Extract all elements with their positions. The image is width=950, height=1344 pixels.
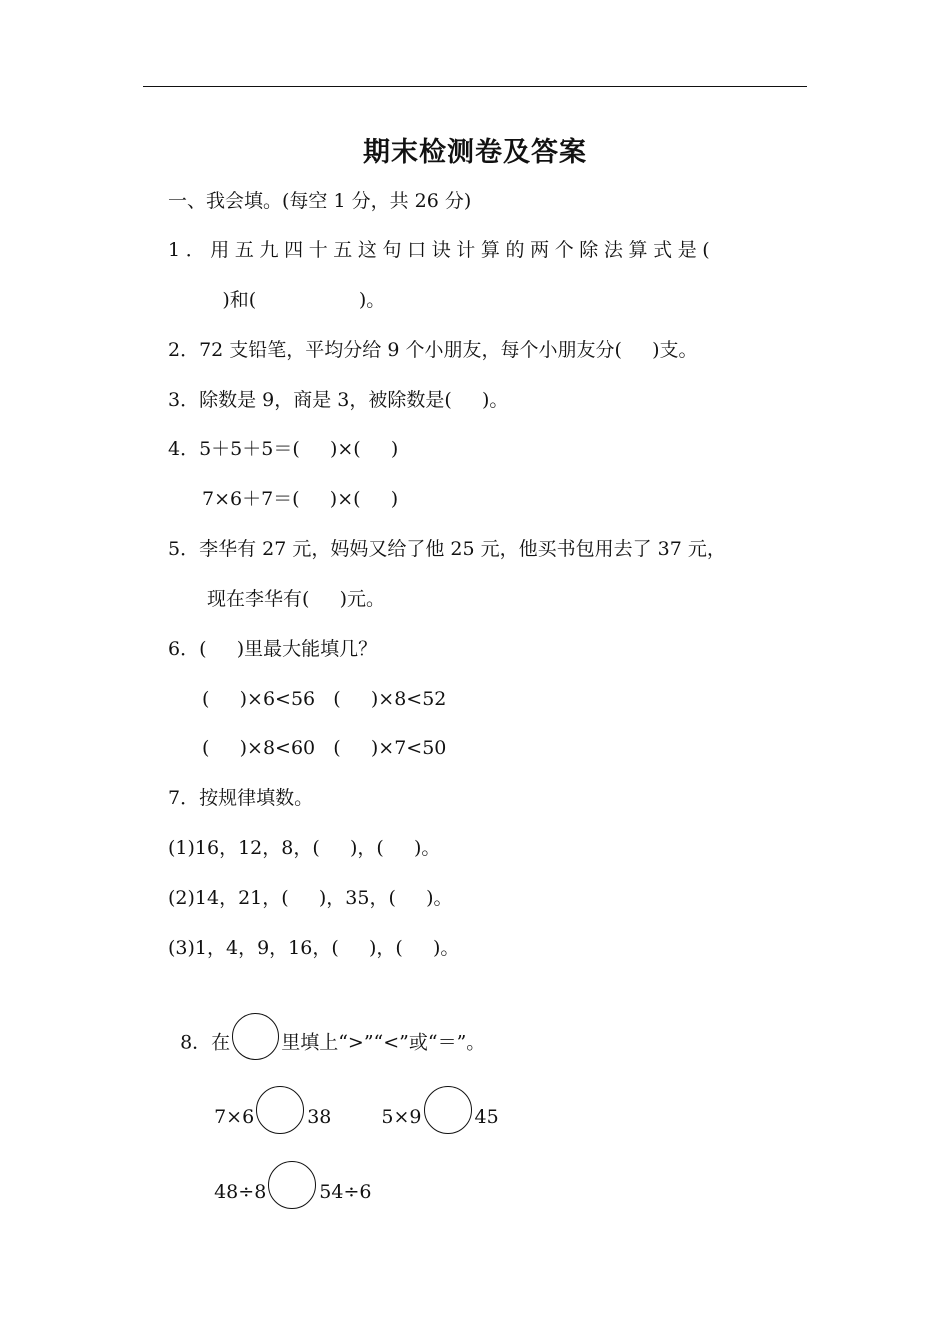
question-7-line-1: 7．按规律填数。: [168, 787, 314, 809]
question-7-sub-3: (3)1，4，9，16，( )，( )。: [168, 937, 460, 959]
question-1-line-1: 1．用五九四十五这句口诀计算的两个除法算式是(: [168, 239, 716, 261]
compare-right: 38: [307, 1106, 332, 1128]
question-1-line-2: )和( )。: [168, 289, 386, 311]
question-6-line-2: ( )×6<56 ( )×8<52: [202, 688, 447, 710]
question-5-line-1: 5．李华有 27 元，妈妈又给了他 25 元，他买书包用去了 37 元，: [168, 538, 726, 560]
question-8-row-1: [202, 1076, 499, 1134]
page-title: 期末检测卷及答案: [363, 137, 587, 168]
question-8-prefix: 8．在: [180, 1031, 231, 1054]
answer-circle-sample: [232, 1013, 279, 1060]
question-8-instruction: [168, 1001, 485, 1060]
compare-right: 45: [474, 1106, 499, 1128]
question-7-sub-1: (1)16，12，8，( )，( )。: [168, 837, 441, 859]
question-5-line-2: 现在李华有( )元。: [207, 588, 386, 610]
question-2: 2．72 支铅笔，平均分给 9 个小朋友，每个小朋友分( )支。: [168, 339, 698, 361]
question-7-sub-2: (2)14，21，( )，35，( )。: [168, 887, 453, 909]
compare-left: 48÷8: [214, 1181, 267, 1203]
answer-circle[interactable]: [424, 1086, 472, 1134]
question-6-line-1: 6．( )里最大能填几？: [168, 638, 378, 660]
section-1-heading: 一、我会填。(每空 1 分，共 26 分): [168, 190, 472, 212]
header-rule: [143, 86, 807, 87]
question-8-row-2: [202, 1151, 371, 1209]
answer-circle[interactable]: [256, 1086, 304, 1134]
question-3: 3．除数是 9，商是 3，被除数是( )。: [168, 389, 509, 411]
compare-right: 54÷6: [319, 1181, 372, 1203]
question-4-line-1: 4．5＋5＋5＝( )×( ): [168, 438, 399, 460]
compare-left: 5×9: [381, 1106, 422, 1128]
question-8-suffix: 里填上“>”“<”或“＝”。: [281, 1031, 486, 1054]
question-6-line-3: ( )×8<60 ( )×7<50: [202, 737, 447, 759]
question-4-line-2: 7×6＋7＝( )×( ): [202, 488, 399, 510]
compare-left: 7×6: [214, 1106, 255, 1128]
answer-circle[interactable]: [268, 1161, 316, 1209]
